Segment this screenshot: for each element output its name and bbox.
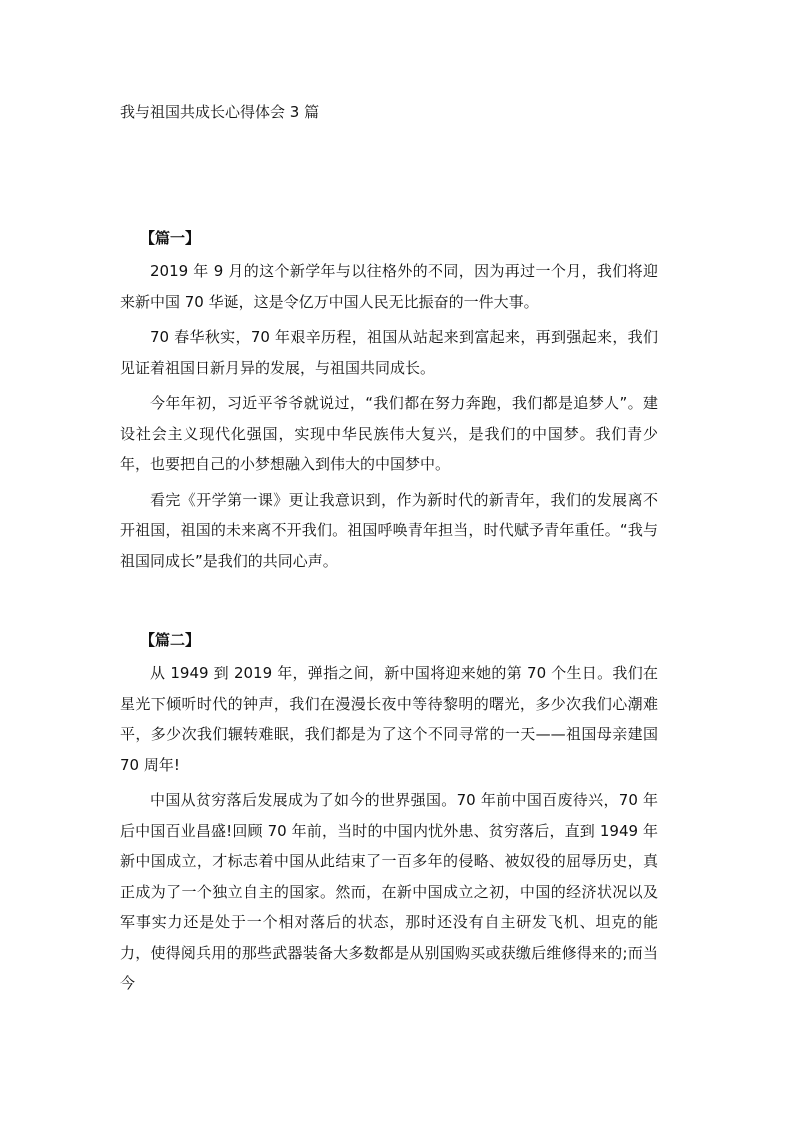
paragraph: 今年年初，习近平爷爷就说过，“我们都在努力奔跑，我们都是追梦人”。建设社会主义现代化强国，实现中华民族伟大复兴，是我们的中国梦。我们青少年，也要把自己的小梦想融入到伟大的中国梦中。: [120, 394, 658, 473]
document-body: [120, 228, 658, 1004]
section-spacer: [120, 581, 658, 630]
paragraph: 70 春华秋实，70 年艰辛历程，祖国从站起来到富起来，再到强起来，我们见证着祖国日新月异的发展，与祖国共同成长。: [120, 328, 658, 377]
document-title: 我与祖国共成长心得体会 3 篇: [120, 103, 320, 121]
paragraph: 2019 年 9 月的这个新学年与以往格外的不同，因为再过一个月，我们将迎来新中国 70 华诞，这是令亿万中国人民无比振奋的一件大事。: [120, 262, 658, 311]
section-2: [120, 630, 658, 999]
paragraph: 从 1949 到 2019 年，弹指之间，新中国将迎来她的第 70 个生日。我们在星光下倾听时代的钟声，我们在漫漫长夜中等待黎明的曙光，多少次我们心潮难平，多少次我们辗转难眠，我们都是为了这个不同寻常的一天——祖国母亲建国 70 周年!: [120, 664, 658, 774]
section-heading: 【篇二】: [140, 631, 201, 649]
section-heading: 【篇一】: [140, 229, 201, 247]
paragraph: 看完《开学第一课》更让我意识到，作为新时代的新青年，我们的发展离不开祖国，祖国的未来离不开我们。祖国呼唤青年担当，时代赋予青年重任。“我与祖国同成长”是我们的共同心声。: [120, 490, 658, 570]
section-1: [120, 228, 658, 576]
paragraph: 中国从贫穷落后发展成为了如今的世界强国。70 年前中国百废待兴，70 年后中国百业昌盛!回顾 70 年前，当时的中国内忧外患、贫穷落后，直到 1949 年新中国成立，才标志着中国从此结束了一百多年的侵略、被奴役的屈辱历史，真正成为了一个独立自主的国家。然而，在新中国成立之初，中国的经济状况以及军事实力还是处于一个相对落后的状态，那时还没有自主研发飞机、坦克的能力，使得阅兵用的那些武器装备大多数都是从别国购买或获缴后维修得来的;而当今: [120, 791, 658, 992]
